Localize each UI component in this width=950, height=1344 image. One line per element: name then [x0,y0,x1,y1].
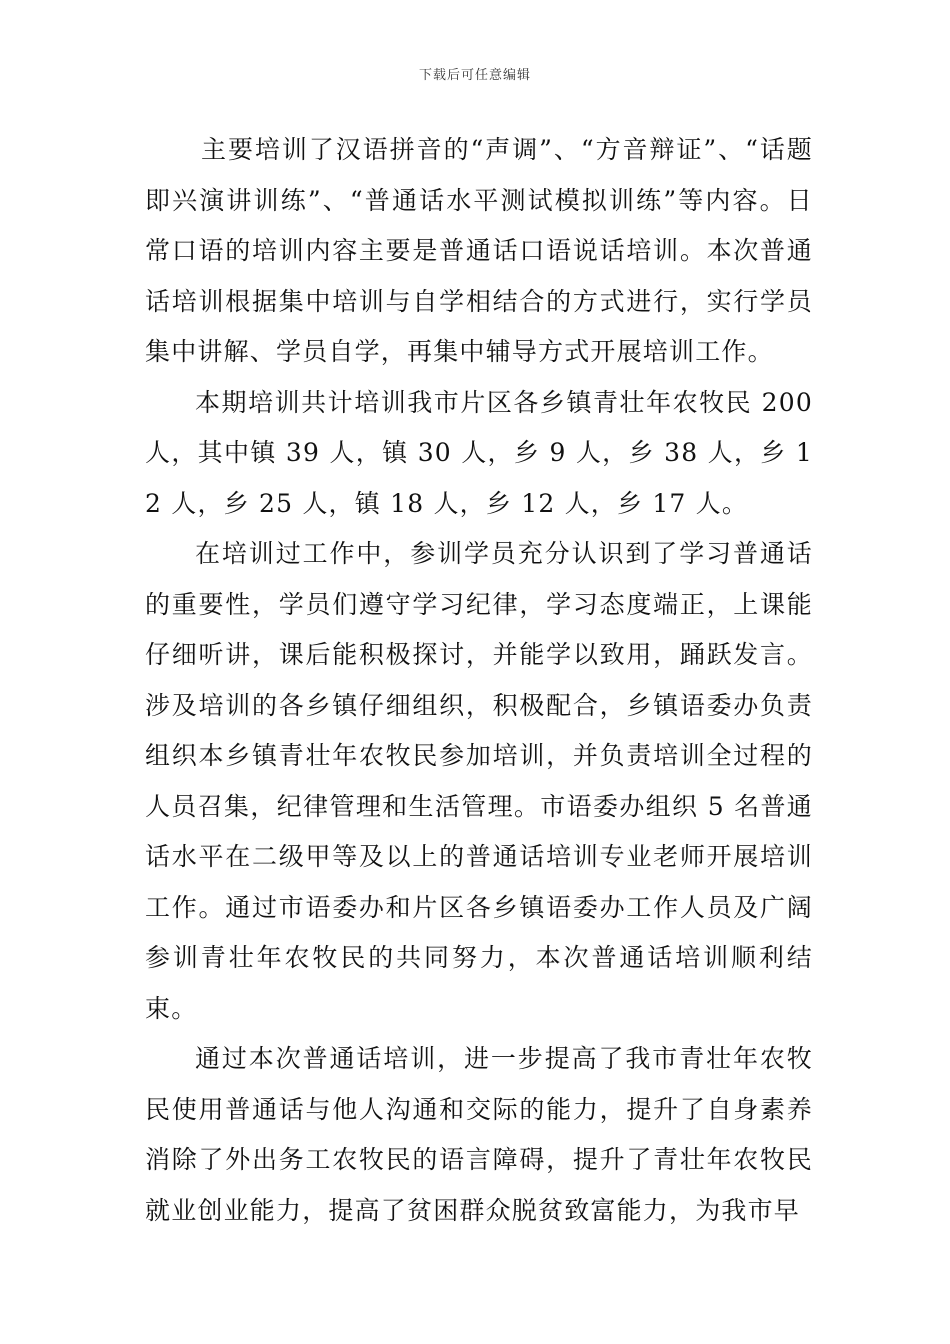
document-body [145,125,813,1236]
paragraph-training-content: 主要培训了汉语拼音的“声调”、“方音辩证”、“话题即兴演讲训练”、“普通话水平测试模拟训练”等内容。日常口语的培训内容主要是普通话口语说话培训。本次普通话培训根据集中培训与自学相结合的方式进行，实行学员集中讲解、学员自学，再集中辅导方式开展培训工作。 [145,135,813,366]
paragraph-training-outcome: 通过本次普通话培训，进一步提高了我市青壮年农牧民使用普通话与他人沟通和交际的能力，提升了自身素养消除了外出务工农牧民的语言障碍，提升了青壮年农牧民就业创业能力，提高了贫困群众脱贫致富能力，为我市早 [145,1044,813,1225]
paragraph-participant-count: 本期培训共计培训我市片区各乡镇青壮年农牧民 200 人，其中镇 39 人，镇 30 人，乡 9 人，乡 38 人，乡 12 人，乡 25 人，镇 18 人，乡 12 人，乡 17 人。 [145,387,813,518]
paragraph-training-process: 在培训过工作中，参训学员充分认识到了学习普通话的重要性，学员们遵守学习纪律，学习态度端正，上课能仔细听讲，课后能积极探讨，并能学以致用，踊跃发言。涉及培训的各乡镇仔细组织，积极配合，乡镇语委办负责组织本乡镇青壮年农牧民参加培训，并负责培训全过程的人员召集，纪律管理和生活管理。市语委办组织 5 名普通话水平在二级甲等及以上的普通话培训专业老师开展培训工作。通过市语委办和片区各乡镇语委办工作人员及广阔参训青壮年农牧民的共同努力，本次普通话培训顺利结束。 [145,539,813,1023]
page-header: 下载后可任意编辑 [418,68,531,83]
